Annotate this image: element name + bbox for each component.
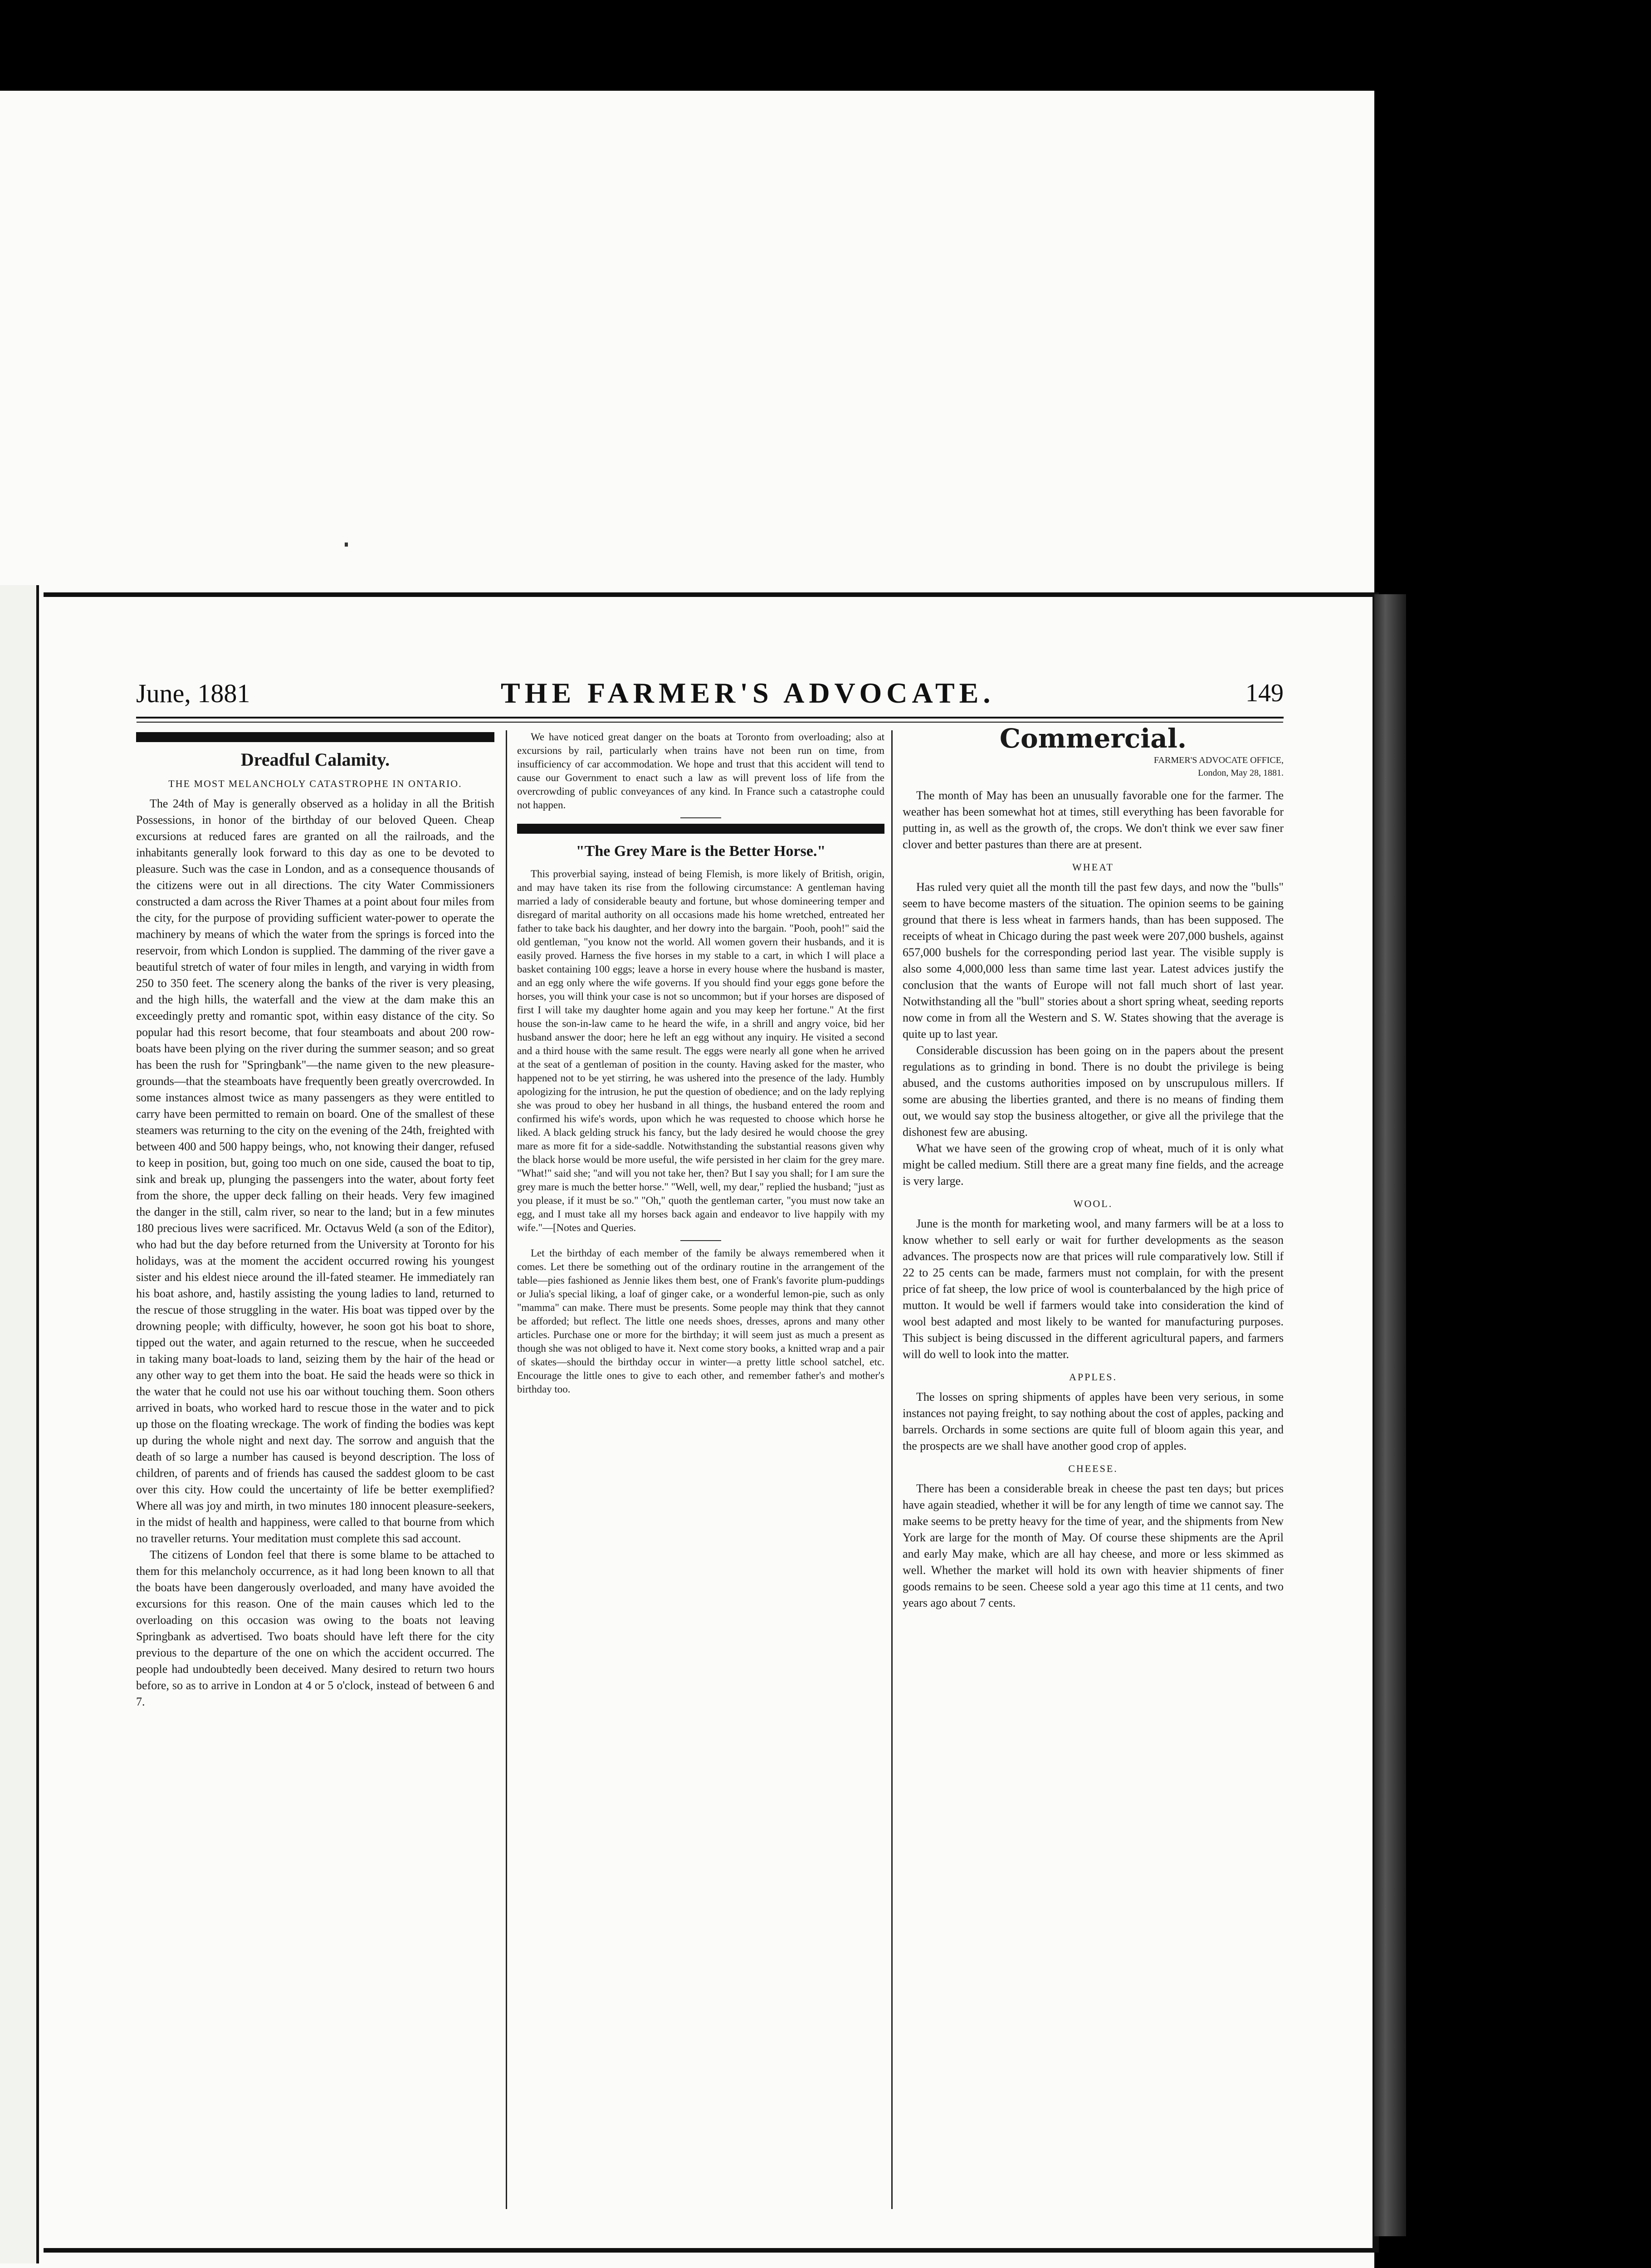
- dateline: [903, 754, 1284, 779]
- subhead-apples: APPLES.: [1069, 1371, 1117, 1383]
- article-paragraph: This proverbial saying, instead of being Flemish, is more likely of British, origin, and may have taken its rise from the following circumstance: A gentleman having married a lady of considerable beauty and fortune, but whose domineering temper and disregard of marital authority on all occasions made his home wretched, entreated her father to take back his daughter, and her dowry into the bargain. "Pooh, pooh!" said the old gentleman, "you know not the world. All women govern their husbands, and it is easily proved. Harness the five horses in my stable to a cart, in which I will place a basket containing 100 eggs; leave a horse in every house where the husband is master, and an egg only where the wife governs. If you should find your eggs gone before the horses, you will think your case is not so uncommon; but if your horses are disposed of first I will take my daughter home again and you may keep her fortune." At the first house the son-in-law came to he heard the wife, in a shrill and angry voice, bid her husband answer the door; here he left an egg without any inquiry. He visited a second and a third house with the same result. The eggs were nearly all gone when he arrived at the seat of a gentleman of position in the county. Having asked for the master, who happened not to be yet stirring, he was ushered into the presence of the lady. Humbly apologizing for the intrusion, he put the question of obedience; and on the lady replying she was proud to obey her husband in all things, the husband entered the room and confirmed his wife's words, upon which he was requested to choose which horse he liked. A black gelding struck his fancy, but the lady desired he would choose the grey mare as more fit for a side-saddle. Notwithstanding the substantial reasons given why the black horse would be more useful, the wife persisted in her claim for the grey mare. "What!" said she; "and will you not take her, then? But I say you shall; for I am sure the grey mare is much the better horse." "Well, well, my dear," replied the husband; "just as you please, if it must be so." "Oh," quoth the gentleman carter, "you must now take an egg, and I must take all my horses back again and endeavor to live happily with my wife."—[Notes and Queries.: [517, 868, 884, 1233]
- article-bar: [517, 824, 884, 834]
- column-rule: [506, 730, 507, 2209]
- article-paragraph: June is the month for marketing wool, and many farmers will be at a loss to know whether to sell early or wait for further developments as the season advances. The prospects now are that prices will rule comparatively low. Still if 22 to 25 cents can be made, farmers must not complain, for with the present price of fat sheep, the low price of wool is counterbalanced by the high price of mutton. It would be well if farmers would take into consideration the kind of wool best adapted and most likely to be wanted for manufacturing purposes. This subject is being discussed in the different agricultural papers, and farmers will do well to look into the matter.: [903, 1217, 1284, 1361]
- article-paragraph: The month of May has been an unusually favorable one for the farmer. The weather has been somewhat hot at times, still everything has been favorable for putting in, as well as the growth of, the crops. We don't think we ever saw finer clover and better pastures than there are at present.: [903, 789, 1284, 851]
- article-paragraph: The losses on spring shipments of apples have been very serious, in some instances not paying freight, to say nothing about the cost of apples, packing and barrels. Orchards in some sections are quite full of bloom again this year, and the prospects are we shall have another good crop of apples.: [903, 1390, 1284, 1452]
- article-paragraph: Let the birthday of each member of the family be always remembered when it comes. Let there be something out of the ordinary routine in the arrangement of the table—pies fashioned as Jennie likes them best, one of Frank's favorite plum-puddings or Julia's special liking, a loaf of ginger cake, or a wonderful lemon-pie, such as only "mamma" can make. There must be presents. Some people may think that they cannot be afforded; but reflect. The little one needs shoes, dresses, aprons and many other articles. Purchase one or more for the birthday; it will seem just as much a present as though she was not obliged to have it. Next come story books, a knitted wrap and a pair of skates—should the birthday occur in winter—a pretty little school satchel, etc. Encourage the little ones to give to each other, and remember father's and mother's birthday too.: [517, 1247, 884, 1395]
- page-header: [136, 670, 1284, 716]
- article-paragraph: What we have seen of the growing crop of wheat, much of it is only what might be called medium. Still there are a great many fine fields, and the acreage is very large.: [903, 1142, 1284, 1188]
- issue-date: June, 1881: [136, 678, 250, 708]
- header-rule: [136, 717, 1284, 719]
- article-paragraph: There has been a considerable break in cheese the past ten days; but prices have again steadied, whether it will be for any length of time we cannot say. The make seems to be pretty heavy for the time of year, and the shipments from New York are large for the month of May. Of course these shipments are the April and early May make, which are all hay cheese, and more or less skimmed as well. Whether the market will hold its own with heavier shipments of finer goods remains to be seen. Cheese sold a year ago this time at 11 cents, and two years ago about 7 cents.: [903, 1482, 1284, 1609]
- masthead-title: THE FARMER'S ADVOCATE.: [501, 677, 995, 709]
- page-number: 149: [1245, 679, 1284, 707]
- subhead-wheat: WHEAT: [1072, 861, 1114, 873]
- previous-page-edge: [0, 585, 39, 2263]
- article-title: "The Grey Mare is the Better Horse.": [576, 843, 826, 860]
- separator: [680, 1240, 721, 1241]
- dateline-office: FARMER'S ADVOCATE OFFICE,: [1153, 755, 1284, 765]
- column-1: [136, 730, 494, 1710]
- section-heading: Commercial.: [999, 723, 1187, 754]
- article-title: Dreadful Calamity.: [240, 749, 390, 770]
- subhead-cheese: CHEESE.: [1068, 1463, 1118, 1474]
- article-bar: [136, 732, 494, 742]
- article-paragraph: Considerable discussion has been going on in the papers about the present regulations as to grinding in bond. There is no doubt the privilege is being abused, and the customs authorities imposed on by unscrupulous millers. If some are abusing the liberties granted, and there is no means of finding them out, we would say stop the business altogether, or give all the privilege that the dishonest few are abusing.: [903, 1044, 1284, 1139]
- book-binding: [1374, 594, 1406, 2236]
- dateline-date: London, May 28, 1881.: [1198, 768, 1284, 778]
- article-subtitle: THE MOST MELANCHOLY CATASTROPHE IN ONTARIO.: [168, 778, 462, 789]
- column-rule: [891, 730, 893, 2209]
- article-paragraph: The citizens of London feel that there is some blame to be attached to them for this melancholy occurrence, as it had long been known to all that the boats have been dangerously overloaded, and many have avoided the excursions for this reason. One of the main causes which led to the overloading on this occasion was owing to the boats not leaving Springbank as advertised. Two boats should have left there for the city previous to the departure of the one on which the accident occurred. The people had undoubtedly been deceived. Many desired to return two hours before, so as to arrive in London at 4 or 5 o'clock, instead of between 6 and 7.: [136, 1548, 494, 1708]
- subhead-wool: WOOL.: [1073, 1198, 1113, 1209]
- column-3: [903, 723, 1284, 1611]
- separator: [680, 817, 721, 818]
- column-2: [517, 730, 884, 1396]
- article-paragraph: We have noticed great danger on the boats at Toronto from overloading; also at excursions by rail, particularly when trains have not been run on time, from insufficiency of car accommodation. We hope and trust that this accident will tend to cause our Government to enact such a law as will prevent loss of life from the overcrowding of public conveyances of any kind. In France such a catastrophe could not happen.: [517, 731, 884, 811]
- article-paragraph: Has ruled very quiet all the month till the past few days, and now the "bulls" seem to have become masters of the situation. The opinion seems to be gaining ground that there is less wheat in farmers hands, than has been supposed. The receipts of wheat in Chicago during the past week were 207,000 bushels, against 657,000 bushels for the corresponding period last year. The visible supply is also some 4,000,000 less than same time last year. Latest advices justify the conclusion that the wants of Europe will not fall much short of last year. Notwithstanding all the "bull" stories about a short spring wheat, seeding reports now come in from all the Western and S. W. States showing that the average is quite up to last year.: [903, 880, 1284, 1041]
- article-paragraph: The 24th of May is generally observed as a holiday in all the British Possessions, in honor of the birthday of our beloved Queen. Cheap excursions at reduced fares are granted on all the railroads, and the inhabitants generally look forward to this day as one to be devoted to pleasure. Such was the case in London, and as a consequence thousands of the citizens were out in all directions. The city Water Commissioners constructed a dam across the River Thames at a point about four miles from the city, for the purpose of providing sufficient water-power to operate the machinery by means of which the water from the springs is forced into the reservoir, from which London is supplied. The damming of the river gave a beautiful stretch of water of four miles in length, and varying in width from 250 to 350 feet. The scenery along the banks of the river is very pleasing, and the high hills, the waterfall and the view at the dam make this an exceedingly pretty and romantic spot, within easy distance of the city. So popular had this resort become, that four steamboats and about 200 row-boats have been plying on the river during the summer season; and so great has been the rush for "Springbank"—the name given to the new pleasure-grounds—that the steamboats have frequently been greatly overcrowded. In some instances almost twice as many passengers as they were entitled to carry have been permitted to remain on board. One of the smallest of these steamers was returning to the city on the evening of the 24th, freighted with between 400 and 500 happy beings, who, not knowing their danger, refused to keep in position, but, going too much on one side, caused the boat to tip, sink and break up, plunging the passengers into the water, about forty feet from the shore, the upper deck falling on their heads. Very few imagined the danger in the still, calm river, so near to the land; but in a few minutes 180 precious lives were sacrificed. Mr. Octavus Weld (a son of the Editor), who had but the day before returned from the University at Toronto for his holidays, was at the moment the accident occurred rowing his youngest sister and his eldest niece around the ill-fated steamer. He immediately ran his boat ashore, and, hastily assisting the young ladies to land, returned to the rescue of those struggling in the water. His boat was tipped over by the drowning people; with difficulty, however, he soon got his boat to shore, tipped out the water, and again returned to the rescue, when he succeeded in taking many boat-loads to land, seizing them by the hair of the head or any other way to get them into the boat. He said the heads were so thick in the water that he could not use his oar without touching them. Soon others arrived in boats, who worked hard to rescue those in the water and to pick up those on the floating wreckage. The work of finding the bodies was kept up during the whole night and next day. The sorrow and anguish that the death of so large a number has caused is beyond description. The loss of children, of parents and of friends has caused the saddest gloom to be cast over this city. How could the uncertainty of life be better exemplified? Where all was joy and mirth, in two minutes 180 innocent pleasure-seekers, in the midst of health and happiness, were called to that bourne from which no traveller returns. Your meditation must complete this sad account.: [136, 797, 494, 1545]
- ink-speck: [345, 543, 348, 547]
